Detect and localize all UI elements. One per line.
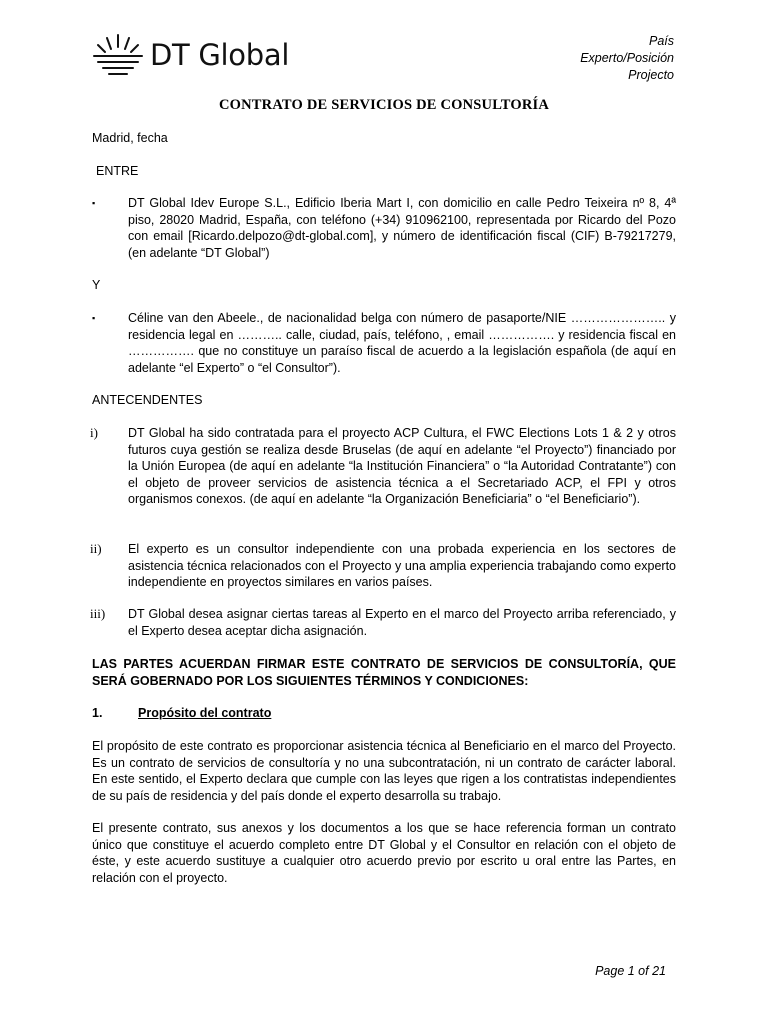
document-title: CONTRATO DE SERVICIOS DE CONSULTORÍA bbox=[218, 97, 550, 113]
body-paragraph: El presente contrato, sus anexos y los documentos a los que se hace referencia forman un contrato único que constituye el acuerdo completo entre DT Global y el Consultor en relación con el objeto de éste, y este acuerdo sustituye a cualquier otro acuerdo previo por escrito u oral entre las Partes, en relación con el proyecto. bbox=[92, 821, 676, 885]
sun-logo-icon bbox=[92, 32, 144, 78]
item-number: i) bbox=[90, 425, 98, 440]
party-1: DT Global Idev Europe S.L., Edificio Iberia Mart I, con domicilio en calle Pedro Teixeira nº 8, 4ª piso, 28020 Madrid, España, con teléfono (+34) 910962100, representada por Ricardo del Pozo con email [Ricardo.delpozo@dt-global.com], y número de identificación fiscal (CIF) B-79217279, (en adelante “DT Global”) bbox=[128, 196, 676, 260]
bullet-icon: ▪ bbox=[92, 198, 96, 208]
place-date: Madrid, fecha bbox=[92, 131, 168, 145]
item-number: ii) bbox=[90, 541, 102, 556]
header-meta bbox=[580, 33, 674, 84]
agreement-statement: LAS PARTES ACUERDAN FIRMAR ESTE CONTRATO DE SERVICIOS DE CONSULTORÍA, QUE SERÁ GOBERNADO POR LOS SIGUIENTES TÉRMINOS Y CONDICIONES: bbox=[92, 657, 676, 688]
meta-country: País bbox=[648, 34, 674, 48]
meta-expert-position: Experto/Posición bbox=[580, 51, 674, 65]
antecedentes-heading: ANTECENDENTES bbox=[92, 393, 203, 407]
logo-wordmark: DT Global bbox=[150, 38, 290, 72]
meta-project: Projecto bbox=[628, 68, 674, 82]
section-number: 1. bbox=[92, 706, 103, 720]
item-number: iii) bbox=[90, 606, 106, 621]
antecedente-item: DT Global desea asignar ciertas tareas al Experto en el marco del Proyecto arriba referenciado, y el Experto desea aceptar dicha asignación. bbox=[128, 607, 676, 638]
y-label: Y bbox=[92, 278, 101, 292]
dt-global-logo bbox=[92, 32, 312, 78]
antecedente-item: DT Global ha sido contratada para el proyecto ACP Cultura, el FWC Elections Lots 1 & 2 y otros futuros cuya gestión se realiza desde Bruselas (de aquí en adelante “el Proyecto”) financiado por la Unión Europea (de aquí en adelante “la Institución Financiera” o “la Autoridad Contratante”) con el objeto de proveer servicios de asistencia técnica a el Secretariado ACP, el FPI y otros organismos conexos. (de aquí en adelante “la Organización Beneficiaria” o “el Beneficiario”). bbox=[128, 426, 676, 507]
page-number: Page 1 of 21 bbox=[595, 964, 666, 978]
section-1-heading bbox=[92, 706, 271, 720]
party-2: Céline van den Abeele., de nacionalidad belga con número de pasaporte/NIE ………………….. y residencia legal en ……….. calle, ciudad, país, teléfono, , email ……………. y residencia fiscal en ……………. que no constituye un paraíso fiscal de acuerdo a la legislación española (de aquí en adelante “el Experto” o “el Consultor”). bbox=[128, 311, 676, 375]
body-paragraph: El propósito de este contrato es proporcionar asistencia técnica al Beneficiario en el marco del Proyecto. Es un contrato de servicios de consultoría y no una subcontratación, ni un contrato de carácter laboral. En este sentido, el Experto declara que cumple con las leyes que rigen a los contratistas independientes de su país de residencia y del país donde el experto desarrolla su trabajo. bbox=[92, 739, 676, 803]
antecedente-item: El experto es un consultor independiente con una probada experiencia en los sectores de asistencia técnica relacionados con el Proyecto y una amplia experiencia trabajando como experto independiente en proyectos similares en varios países. bbox=[128, 542, 676, 590]
entre-label: ENTRE bbox=[96, 164, 139, 178]
section-title: Propósito del contrato bbox=[138, 706, 272, 720]
bullet-icon: ▪ bbox=[92, 313, 96, 323]
